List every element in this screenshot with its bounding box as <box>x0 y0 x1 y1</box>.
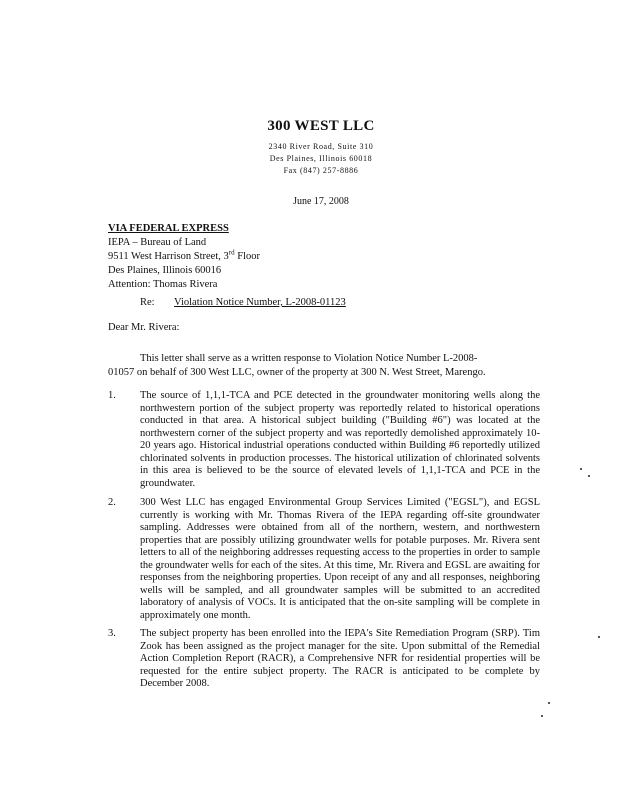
item-paragraph: The source of 1,1,1-TCA and PCE detected in the groundwater monitoring wells along the northwestern portion of the subject property was reportedly related to historical operations conducted in that area. A historical subject building ("Building #6") was located at the northwestern corner of the subject property and was reportedly demolished approximately 10-20 years ago. Historical industrial operations conducted within Building #6 reportedly utilized chlorinated solvents in production processes. The historical utilization of chlorinated solvents in this area is believed to be the source of elevated levels of 1,1,1-TCA and PCE in the groundwater. <box>140 390 540 489</box>
salutation: Dear Mr. Rivera: <box>108 322 180 333</box>
company-fax: Fax (847) 257-8886 <box>283 166 359 175</box>
item-number: 2. <box>108 497 116 508</box>
recipient-line1: IEPA – Bureau of Land <box>108 237 207 248</box>
item-number: 1. <box>108 390 116 401</box>
intro-line1: This letter shall serve as a written response to Violation Notice Number L-2008- <box>140 353 478 364</box>
intro-line2: 01057 on behalf of 300 West LLC, owner of the property at 300 N. West Street, Marengo. <box>108 367 486 378</box>
company-name: 300 WEST LLC <box>267 118 375 134</box>
recipient-floor-suffix: rd <box>228 248 235 257</box>
company-address-line2: Des Plaines, Illinois 60018 <box>269 154 373 163</box>
item-paragraph: The subject property has been enrolled into the IEPA's Site Remediation Program (SRP). Tim Zook has been assigned as the project manager for the site. Upon submittal of the Remedial Action Completion Report (RACR), a Comprehensive NFR for residential properties will be requested for the entire subject property. The RACR is anticipated to be complete by December 2008. <box>140 628 540 689</box>
company-address-line1: 2340 River Road, Suite 310 <box>268 142 374 151</box>
re-label: Re: <box>140 297 155 308</box>
scan-speck <box>598 636 600 638</box>
delivery-method: VIA FEDERAL EXPRESS <box>108 223 229 234</box>
item-number: 3. <box>108 628 116 639</box>
recipient-line3: Des Plaines, Illinois 60016 <box>108 265 222 276</box>
letter-date: June 17, 2008 <box>293 196 349 207</box>
recipient-attention: Attention: Thomas Rivera <box>108 279 218 290</box>
recipient-line2 <box>108 250 260 264</box>
scan-speck <box>548 702 550 704</box>
re-subject: Violation Notice Number, L-2008-01123 <box>174 297 346 308</box>
recipient-street: 9511 West Harrison Street, 3 <box>108 251 229 262</box>
recipient-floor: Floor <box>234 251 260 262</box>
item-paragraph: 300 West LLC has engaged Environmental Group Services Limited ("EGSL"), and EGSL currently is working with Mr. Thomas Rivera of the IEPA regarding off-site groundwater sampling. Addresses were obtained from all of the northern, western, and northwestern properties that are possibly utilizing groundwater wells for potable purposes. Mr. Rivera sent letters to all of the neighboring addresses requesting access to the properties in order to sample the groundwater wells for each of the sites. At this time, Mr. Rivera and EGSL are awaiting for responses from the neighboring properties. Upon receipt of any and all responses, neighboring wells will be sampled, and all groundwater samples will be submitted to an accredited laboratory of analysis of VOCs. It is anticipated that the on-site sampling will be complete in approximately one month. <box>140 497 540 621</box>
scan-speck <box>541 715 543 717</box>
scan-speck <box>580 468 582 470</box>
intro-paragraph <box>108 352 528 380</box>
scan-speck <box>588 475 590 477</box>
